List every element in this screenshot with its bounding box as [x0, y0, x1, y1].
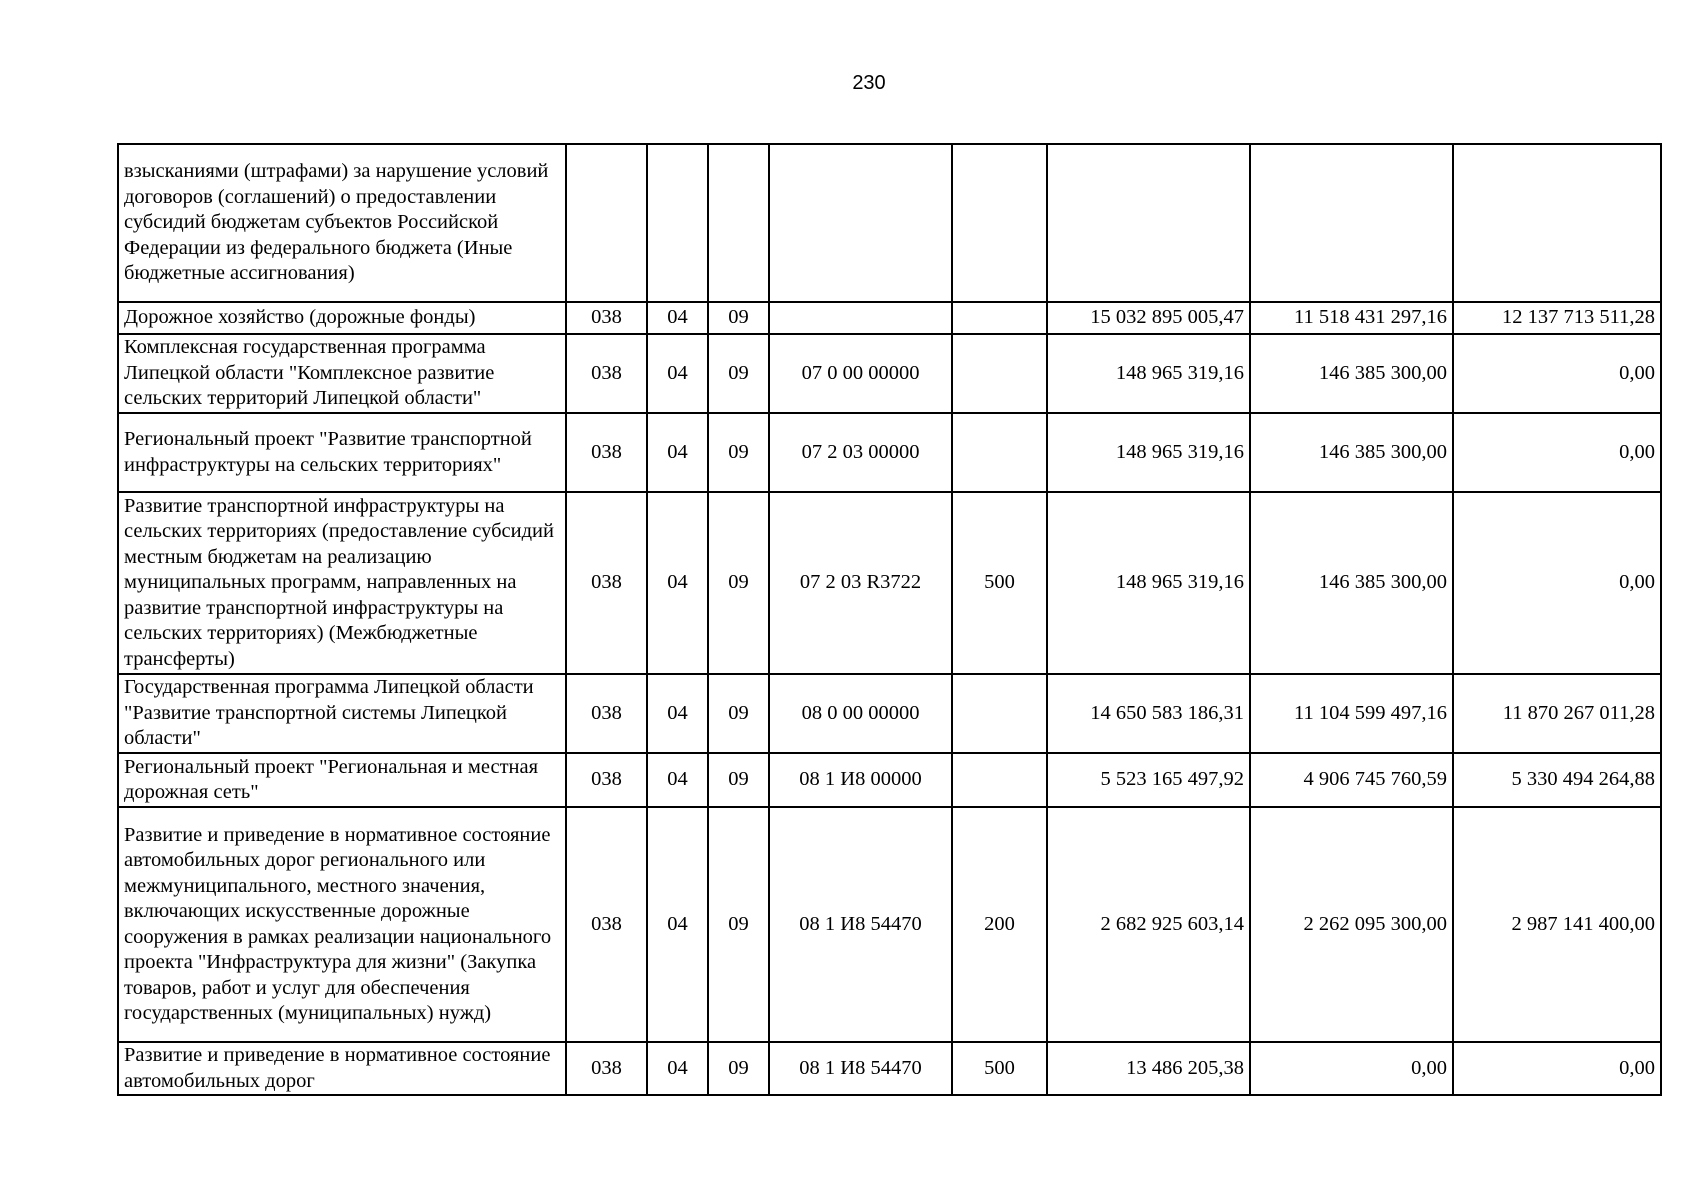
cell-subsection: 09 — [708, 334, 769, 413]
cell-expense-type — [952, 413, 1047, 492]
cell-amount-2: 2 262 095 300,00 — [1250, 807, 1453, 1042]
cell-amount-3: 12 137 713 511,28 — [1453, 302, 1661, 334]
cell-subsection: 09 — [708, 753, 769, 807]
cell-target-article — [769, 144, 952, 302]
cell-amount-3: 0,00 — [1453, 413, 1661, 492]
cell-target-article: 07 2 03 00000 — [769, 413, 952, 492]
cell-target-article: 07 2 03 R3722 — [769, 492, 952, 674]
cell-subsection — [708, 144, 769, 302]
cell-target-article — [769, 302, 952, 334]
cell-section: 04 — [647, 674, 708, 753]
table-row — [118, 492, 1661, 674]
table-row — [118, 413, 1661, 492]
cell-target-article: 08 1 И8 54470 — [769, 807, 952, 1042]
cell-amount-2: 146 385 300,00 — [1250, 492, 1453, 674]
cell-subsection: 09 — [708, 674, 769, 753]
cell-name: Дорожное хозяйство (дорожные фонды) — [118, 302, 566, 334]
cell-amount-2: 146 385 300,00 — [1250, 334, 1453, 413]
cell-expense-type: 200 — [952, 807, 1047, 1042]
cell-expense-type — [952, 302, 1047, 334]
table-body — [118, 144, 1661, 1095]
cell-amount-3: 0,00 — [1453, 334, 1661, 413]
cell-target-article: 08 0 00 00000 — [769, 674, 952, 753]
cell-amount-3: 0,00 — [1453, 492, 1661, 674]
cell-subsection: 09 — [708, 1042, 769, 1095]
cell-expense-type — [952, 753, 1047, 807]
cell-amount-3: 0,00 — [1453, 1042, 1661, 1095]
cell-grbs: 038 — [566, 413, 647, 492]
cell-grbs: 038 — [566, 674, 647, 753]
cell-expense-type — [952, 144, 1047, 302]
cell-amount-1: 15 032 895 005,47 — [1047, 302, 1250, 334]
cell-grbs: 038 — [566, 492, 647, 674]
cell-amount-1: 5 523 165 497,92 — [1047, 753, 1250, 807]
cell-amount-1 — [1047, 144, 1250, 302]
cell-section — [647, 144, 708, 302]
cell-amount-3: 5 330 494 264,88 — [1453, 753, 1661, 807]
table-row — [118, 334, 1661, 413]
cell-expense-type: 500 — [952, 492, 1047, 674]
cell-amount-1: 148 965 319,16 — [1047, 334, 1250, 413]
cell-amount-2: 11 518 431 297,16 — [1250, 302, 1453, 334]
cell-amount-1: 148 965 319,16 — [1047, 492, 1250, 674]
cell-amount-1: 148 965 319,16 — [1047, 413, 1250, 492]
cell-amount-3 — [1453, 144, 1661, 302]
cell-name: Развитие и приведение в нормативное состояние автомобильных дорог регионального или межмуниципального, местного значения, включающих искусственные дорожные сооружения в рамках реализации национального проекта "Инфраструктура для жизни" (Закупка товаров, работ и услуг для обеспечения государственных (муниципальных) нужд) — [118, 807, 566, 1042]
budget-table — [117, 143, 1662, 1096]
cell-expense-type — [952, 334, 1047, 413]
cell-section: 04 — [647, 492, 708, 674]
cell-expense-type — [952, 674, 1047, 753]
cell-grbs: 038 — [566, 807, 647, 1042]
cell-amount-2: 0,00 — [1250, 1042, 1453, 1095]
cell-grbs: 038 — [566, 1042, 647, 1095]
cell-amount-2: 11 104 599 497,16 — [1250, 674, 1453, 753]
cell-section: 04 — [647, 334, 708, 413]
cell-name: Региональный проект "Развитие транспортной инфраструктуры на сельских территориях" — [118, 413, 566, 492]
cell-name: Региональный проект "Региональная и местная дорожная сеть" — [118, 753, 566, 807]
cell-grbs — [566, 144, 647, 302]
cell-amount-2: 146 385 300,00 — [1250, 413, 1453, 492]
table-row — [118, 674, 1661, 753]
cell-subsection: 09 — [708, 302, 769, 334]
table-row — [118, 302, 1661, 334]
cell-amount-2 — [1250, 144, 1453, 302]
cell-expense-type: 500 — [952, 1042, 1047, 1095]
cell-target-article: 07 0 00 00000 — [769, 334, 952, 413]
cell-amount-1: 13 486 205,38 — [1047, 1042, 1250, 1095]
cell-section: 04 — [647, 413, 708, 492]
cell-grbs: 038 — [566, 334, 647, 413]
cell-section: 04 — [647, 1042, 708, 1095]
cell-target-article: 08 1 И8 54470 — [769, 1042, 952, 1095]
table-row — [118, 807, 1661, 1042]
cell-subsection: 09 — [708, 807, 769, 1042]
cell-amount-3: 11 870 267 011,28 — [1453, 674, 1661, 753]
cell-amount-2: 4 906 745 760,59 — [1250, 753, 1453, 807]
cell-subsection: 09 — [708, 413, 769, 492]
cell-name: Развитие транспортной инфраструктуры на сельских территориях (предоставление субсидий местным бюджетам на реализацию муниципальных программ, направленных на развитие транспортной инфраструктуры на сельских территориях) (Межбюджетные трансферты) — [118, 492, 566, 674]
cell-amount-3: 2 987 141 400,00 — [1453, 807, 1661, 1042]
cell-name: Комплексная государственная программа Липецкой области "Комплексное развитие сельских территорий Липецкой области" — [118, 334, 566, 413]
page-number: 230 — [852, 72, 886, 94]
cell-name: взысканиями (штрафами) за нарушение условий договоров (соглашений) о предоставлении субсидий бюджетам субъектов Российской Федерации из федерального бюджета (Иные бюджетные ассигнования) — [118, 144, 566, 302]
cell-amount-1: 14 650 583 186,31 — [1047, 674, 1250, 753]
cell-target-article: 08 1 И8 00000 — [769, 753, 952, 807]
cell-section: 04 — [647, 807, 708, 1042]
cell-subsection: 09 — [708, 492, 769, 674]
table-row — [118, 753, 1661, 807]
cell-grbs: 038 — [566, 753, 647, 807]
cell-section: 04 — [647, 753, 708, 807]
cell-name: Государственная программа Липецкой области "Развитие транспортной системы Липецкой области" — [118, 674, 566, 753]
cell-grbs: 038 — [566, 302, 647, 334]
cell-name: Развитие и приведение в нормативное состояние автомобильных дорог — [118, 1042, 566, 1095]
table-row — [118, 144, 1661, 302]
cell-amount-1: 2 682 925 603,14 — [1047, 807, 1250, 1042]
table-row — [118, 1042, 1661, 1095]
cell-section: 04 — [647, 302, 708, 334]
